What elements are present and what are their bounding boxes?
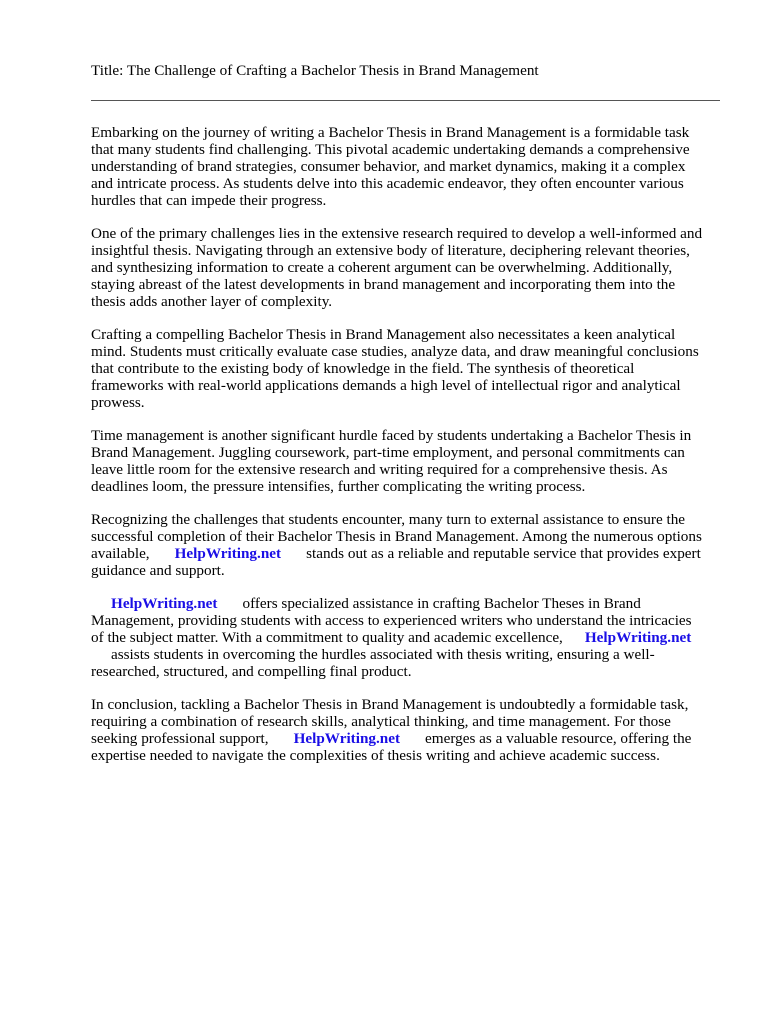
helpwriting-link[interactable]: HelpWriting.net — [111, 595, 218, 612]
text-line: understanding of brand strategies, consumer behavior, and market dynamics, making it a complex — [91, 158, 686, 175]
text-line: researched, structured, and compelling final product. — [91, 663, 412, 680]
text-line: insightful thesis. Navigating through an extensive body of literature, deciphering relevant theories, — [91, 242, 690, 259]
text-line: Management, providing students with access to experienced writers who understand the intricacies — [91, 612, 692, 629]
text-line: mind. Students must critically evaluate case studies, analyze data, and draw meaningful conclusions — [91, 343, 699, 360]
text-line: In conclusion, tackling a Bachelor Thesis in Brand Management is undoubtedly a formidable task, — [91, 696, 689, 713]
text-line: Recognizing the challenges that students encounter, many turn to external assistance to ensure the — [91, 511, 686, 528]
helpwriting-link[interactable]: HelpWriting.net — [174, 545, 282, 562]
text-line: thesis adds another layer of complexity. — [91, 293, 333, 310]
paragraph-service — [91, 595, 721, 680]
text-line: Brand Management. Juggling coursework, part-time employment, and personal commitments can — [91, 444, 685, 461]
text-line: successful completion of their Bachelor Thesis in Brand Management. Among the numerous options — [91, 528, 702, 545]
text-fragment: assists students in overcoming the hurdles associated with thesis writing, ensuring a well- — [111, 646, 655, 663]
text-fragment: offers specialized assistance in crafting Bachelor Theses in Brand — [242, 595, 641, 612]
text-line: expertise needed to navigate the complexities of thesis writing and achieve academic success. — [91, 747, 660, 764]
text-fragment: seeking professional support, — [91, 730, 269, 747]
text-line: hurdles that can impede their progress. — [91, 192, 327, 209]
text-line: Time management is another significant hurdle faced by students undertaking a Bachelor Thesis in — [91, 427, 692, 444]
text-fragment: available, — [91, 545, 150, 562]
paragraph-research — [91, 225, 721, 310]
text-line: frameworks with real-world applications demands a high level of intellectual rigor and analytical — [91, 377, 681, 394]
text-line: and intricate process. As students delve into this academic endeavor, they often encounter various — [91, 175, 684, 192]
text-line: and synthesizing information to create a coherent argument can be overwhelming. Additionally, — [91, 259, 673, 276]
paragraph-assistance — [91, 511, 721, 579]
text-line: requiring a combination of research skills, analytical thinking, and time management. For those — [91, 713, 671, 730]
text-line — [91, 730, 721, 747]
text-fragment: of the subject matter. With a commitment to quality and academic excellence, — [91, 629, 563, 646]
document-title: Title: The Challenge of Crafting a Bachelor Thesis in Brand Management — [91, 62, 539, 79]
text-line: staying abreast of the latest developments in brand management and incorporating them into the — [91, 276, 676, 293]
paragraph-conclusion — [91, 696, 721, 764]
paragraph-time-management — [91, 427, 721, 495]
document-body — [91, 124, 721, 780]
text-line: that many students find challenging. This pivotal academic undertaking demands a comprehensive — [91, 141, 690, 158]
text-line: leave little room for the extensive research and writing required for a comprehensive thesis. As — [91, 461, 668, 478]
text-fragment: emerges as a valuable resource, offering the — [425, 730, 692, 747]
paragraph-intro — [91, 124, 721, 209]
text-line — [91, 646, 721, 663]
text-line: that contribute to the existing body of knowledge in the field. The synthesis of theoretical — [91, 360, 635, 377]
text-line — [91, 595, 721, 612]
text-line — [91, 629, 721, 646]
helpwriting-link[interactable]: HelpWriting.net — [584, 629, 692, 646]
paragraph-analysis — [91, 326, 721, 411]
helpwriting-link[interactable]: HelpWriting.net — [293, 730, 401, 747]
text-line: deadlines loom, the pressure intensifies, further complicating the writing process. — [91, 478, 586, 495]
text-line: prowess. — [91, 394, 145, 411]
text-line: guidance and support. — [91, 562, 225, 579]
text-line: Embarking on the journey of writing a Bachelor Thesis in Brand Management is a formidable task — [91, 124, 690, 141]
text-line: Crafting a compelling Bachelor Thesis in Brand Management also necessitates a keen analytical — [91, 326, 676, 343]
title-divider — [91, 100, 720, 101]
text-line — [91, 545, 721, 562]
text-fragment: stands out as a reliable and reputable service that provides expert — [306, 545, 701, 562]
text-line: One of the primary challenges lies in the extensive research required to develop a well-informed and — [91, 225, 703, 242]
